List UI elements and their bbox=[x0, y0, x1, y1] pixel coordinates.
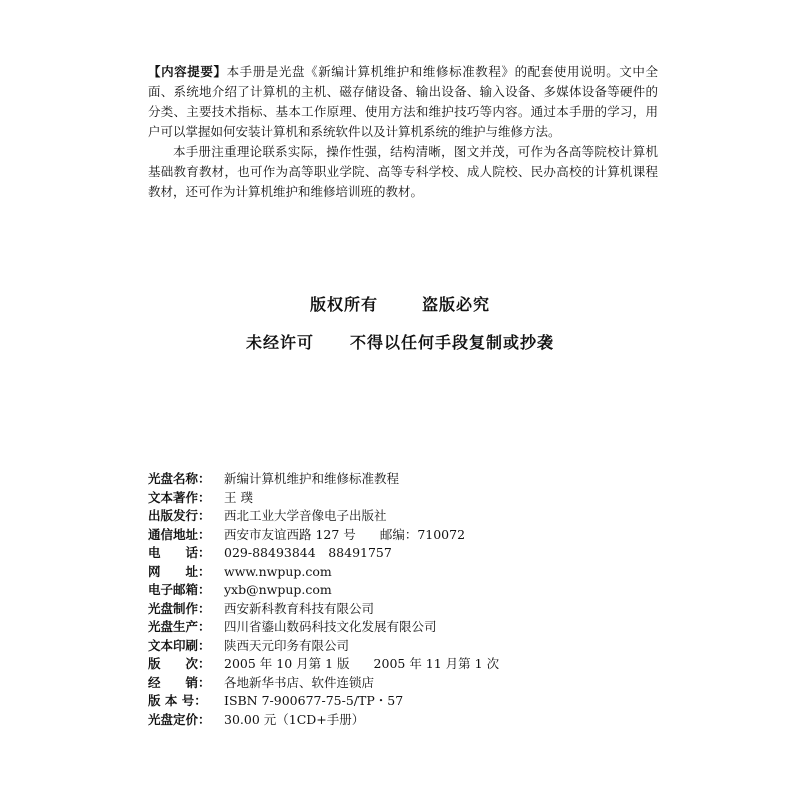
info-value: 西安市友谊西路 127 号 bbox=[224, 526, 356, 542]
summary-paragraph-2: 本手册注重理论联系实际，操作性强，结构清晰，图文并茂，可作为各高等院校计算机基础教育教材，也可作为高等职业学院、高等专科学校、成人院校、民办高校的计算机课程教材，还可作为计算机维护和维修培训班的教材。 bbox=[148, 144, 658, 199]
copyright-line-1 bbox=[0, 292, 800, 315]
summary-paragraph-1 bbox=[148, 62, 658, 142]
info-label: 经 销： bbox=[148, 674, 211, 690]
info-row-price bbox=[148, 711, 668, 730]
info-label: 网 址： bbox=[148, 563, 211, 579]
info-label: 文本印刷： bbox=[148, 637, 211, 653]
info-value: 2005 年 10 月第 1 版 bbox=[224, 656, 350, 671]
info-label: 光盘名称： bbox=[148, 471, 211, 486]
info-row-disc-manufacture bbox=[148, 618, 668, 637]
publication-info bbox=[148, 470, 668, 729]
info-value: 西北工业大学音像电子出版社 bbox=[224, 508, 387, 523]
copyright-text-b: 盗版必究 bbox=[422, 295, 491, 314]
info-value: 西安新科教育科技有限公司 bbox=[224, 600, 375, 616]
info-value: 各地新华书店、软件连锁店 bbox=[224, 674, 375, 690]
info-value: ISBN 7-900677-75-5/TP・57 bbox=[224, 693, 404, 708]
info-value-postcode: 邮编：710072 bbox=[379, 526, 466, 542]
info-value: www.nwpup.com bbox=[224, 563, 332, 579]
info-value: 王 璞 bbox=[224, 489, 253, 505]
info-label: 光盘生产： bbox=[148, 619, 211, 634]
info-label: 电 话： bbox=[148, 545, 211, 560]
copyright-text-a: 版权所有 bbox=[309, 295, 378, 314]
info-row-disc-name bbox=[148, 470, 668, 489]
info-label: 版 本 号： bbox=[148, 693, 207, 708]
info-label: 光盘定价： bbox=[148, 711, 211, 727]
info-row-distribution bbox=[148, 674, 668, 693]
info-row-isbn bbox=[148, 692, 668, 711]
content-summary bbox=[148, 62, 658, 202]
info-value: 029-88493844 88491757 bbox=[224, 545, 392, 560]
info-row-printing bbox=[148, 637, 668, 656]
info-row-address bbox=[148, 526, 668, 545]
info-row-email bbox=[148, 581, 668, 600]
copyright-text-d: 不得以任何手段复制或抄袭 bbox=[350, 333, 555, 352]
info-value-printing: 2005 年 11 月第 1 次 bbox=[373, 656, 500, 671]
info-value: 30.00 元（1CD+手册） bbox=[224, 711, 365, 727]
info-value: 四川省鎏山数码科技文化发展有限公司 bbox=[224, 619, 437, 634]
info-label: 通信地址： bbox=[148, 526, 211, 542]
info-row-publisher bbox=[148, 507, 668, 526]
info-value: yxb@nwpup.com bbox=[224, 582, 332, 597]
info-label: 文本著作： bbox=[148, 489, 211, 505]
info-row-edition bbox=[148, 655, 668, 674]
info-row-website bbox=[148, 563, 668, 582]
copyright-text-c: 未经许可 bbox=[245, 333, 314, 352]
summary-text-1: 本手册是光盘《新编计算机维护和维修标准教程》的配套使用说明。文中全面、系统地介绍了计算机的主机、磁存储设备、输出设备、输入设备、多媒体设备等硬件的分类、主要技术指标、基本工作原理、使用方法和维护技巧等内容。通过本手册的学习，用户可以掌握如何安装计算机和系统软件以及计算机系统的维护与维修方法。 bbox=[148, 64, 658, 139]
info-label: 出版发行： bbox=[148, 508, 211, 523]
info-row-disc-production bbox=[148, 600, 668, 619]
info-row-author bbox=[148, 489, 668, 508]
info-value: 新编计算机维护和维修标准教程 bbox=[224, 471, 400, 486]
copyright-line-2 bbox=[0, 330, 800, 353]
info-value: 陕西天元印务有限公司 bbox=[224, 637, 350, 653]
summary-tag: 【内容提要】 bbox=[148, 64, 227, 79]
info-row-phone bbox=[148, 544, 668, 563]
info-label: 光盘制作： bbox=[148, 600, 211, 616]
info-label: 版 次： bbox=[148, 656, 211, 671]
info-label: 电子邮箱： bbox=[148, 582, 211, 597]
